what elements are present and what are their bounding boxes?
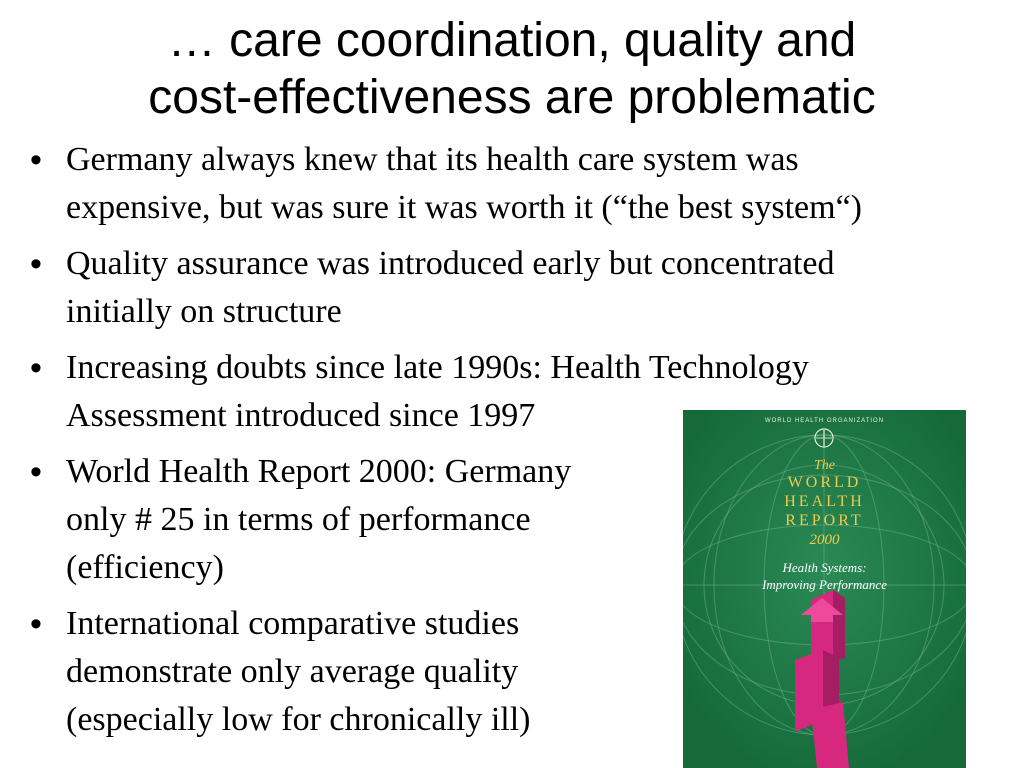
bullet-text-line: demonstrate only average quality <box>66 653 519 690</box>
cover-publisher: WORLD HEALTH ORGANIZATION <box>764 418 885 424</box>
bullet-text-line: Germany always knew that its health care system was <box>66 141 799 178</box>
wreath-icon <box>815 429 833 447</box>
bullet-text-line: initially on structure <box>66 293 342 330</box>
bullet-item <box>22 240 862 336</box>
bullet-marker: • <box>30 453 42 491</box>
bullet-marker: • <box>30 349 42 387</box>
slide-title <box>20 12 1004 126</box>
cover-subtitle: Health Systems: <box>782 560 867 575</box>
bullet-text-line: expensive, but was sure it was worth it (“the best system“) <box>66 189 862 226</box>
bullet-item <box>22 136 862 232</box>
bullet-text-line: only # 25 in terms of performance <box>66 501 531 538</box>
cover-subtitle: Improving Performance <box>762 577 887 592</box>
slide-title-line: … care coordination, quality and <box>167 14 857 67</box>
bullet-text-line: (especially low for chronically ill) <box>66 701 531 738</box>
bullet-text-line: Increasing doubts since late 1990s: Health Technology <box>66 349 809 386</box>
bullet-text-line: (efficiency) <box>66 549 224 586</box>
cover-year: 2000 <box>809 532 840 548</box>
bullet-text-line: Quality assurance was introduced early but concentrated <box>66 245 835 282</box>
bullet-marker: • <box>30 141 42 179</box>
cover-title-word: HEALTH <box>784 493 865 510</box>
cover-title-word: WORLD <box>787 474 862 491</box>
bullet-text-line: International comparative studies <box>66 605 520 642</box>
cover-title-word: REPORT <box>785 512 864 529</box>
bullet-marker: • <box>30 605 42 643</box>
cover-title-the: The <box>814 458 835 473</box>
slide-title-line: cost-effectiveness are problematic <box>148 71 876 124</box>
bullet-text-line: World Health Report 2000: Germany <box>66 453 572 490</box>
report-cover-image <box>683 410 966 768</box>
bullet-marker: • <box>30 245 42 283</box>
bullet-text-line: Assessment introduced since 1997 <box>66 397 536 434</box>
